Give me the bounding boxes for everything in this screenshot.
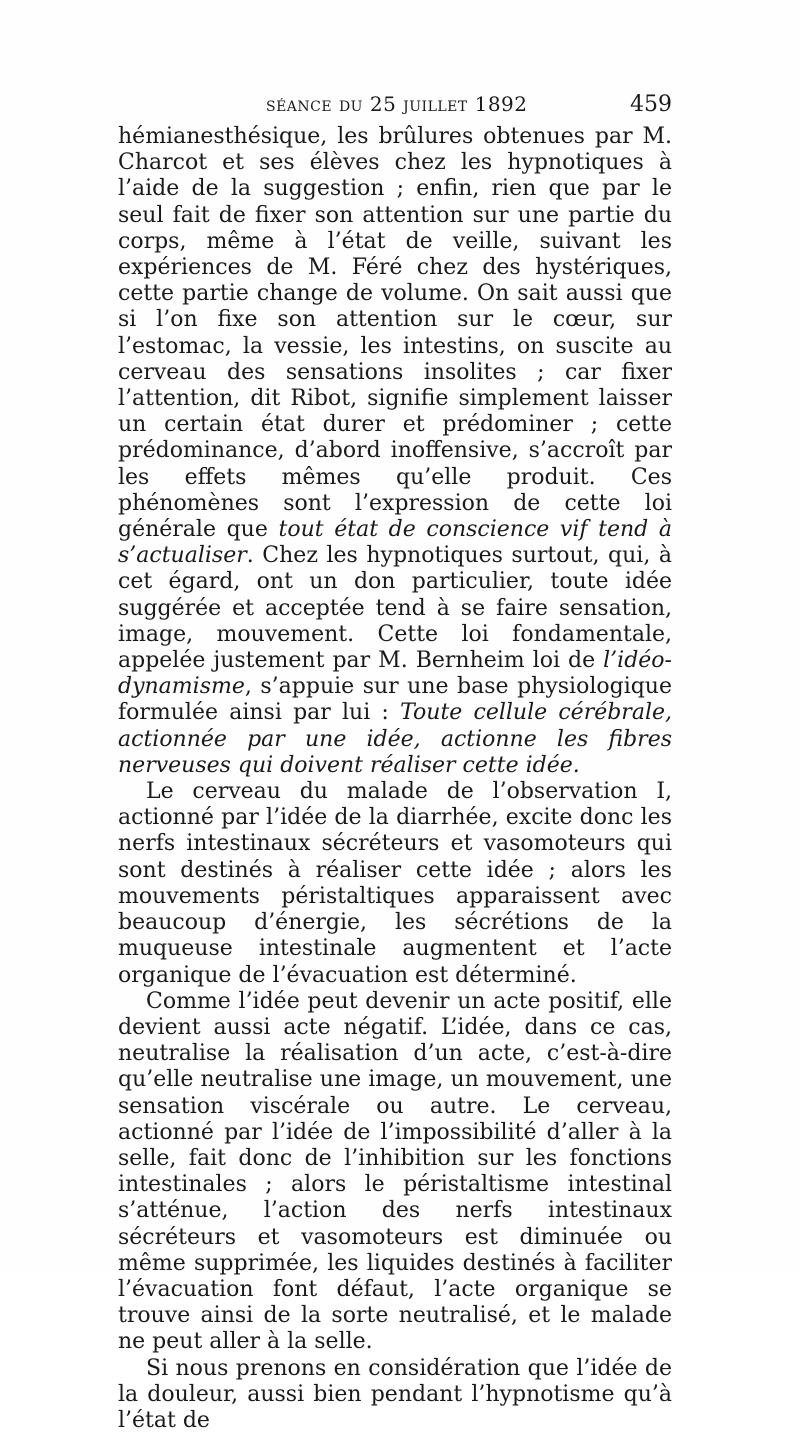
text-segment: hémianesthésique, les brûlures obtenues par M. Charcot et ses élèves chez les hypnotiques à l’aide de la suggestion ; enfin, rien que par le seul fait de fixer son attention sur une partie du corps, même à l’état de veille, suivant les expériences de M. Féré chez des hystériques, cette partie change de volume. On sait aussi que si l’on fixe son attention sur le cœur, sur l’estomac, la vessie, les intestins, on suscite au cerveau des sensations insolites ; car fixer l’attention, dit Ribot, signifie simplement laisser un certain état durer et prédominer ; cette prédominance, d’abord inoffensive, s’accroît par les effets mêmes qu’elle produit. Ces phénomènes sont l’expression de cette loi générale que [118,124,672,543]
running-title: séance du 25 juillet 1892 [266,92,528,116]
text-segment: Si nous prenons en considération que l’idée de la douleur, aussi bien pendant l’hypnotisme qu’à l’état de [118,1355,672,1433]
paragraph-2 [118,779,672,989]
paragraph-1 [118,124,672,779]
italic-segment: l’idéo-dynamisme [118,648,672,700]
text-segment: Le cerveau du malade de l’observation I, actionné par l’idée de la diarrhée, excite donc les nerfs intestinaux sécréteurs et vasomoteurs qui sont destinés à réaliser cette idée ; alors les mouvements péristaltiques apparaissent avec beaucoup d’énergie, les sécrétions de la muqueuse intestinale augmentent et l’acte organique de l’évacuation est déterminé. [118,779,672,988]
text-segment: Comme l’idée peut devenir un acte positif, elle devient aussi acte négatif. L’idée, dans ce cas, neutralise la réalisation d’un acte, c’est-à-dire qu’elle neutralise une image, un mouvement, une sensation viscérale ou autre. Le cerveau, actionné par l’idée de l’impossibilité d’aller à la selle, fait donc de l’inhibition sur les fonctions intestinales ; alors le péristaltisme intestinal s’atténue, l’action des nerfs intestinaux sécréteurs et vasomoteurs est diminuée ou même supprimée, les liquides destinés à faciliter l’évacuation font défaut, l’acte organique se trouve ainsi de la sorte neutralisé, et le malade ne peut aller à la selle. [118,988,672,1355]
text-segment: . Chez les hypnotiques surtout, qui, à cet égard, ont un don particulier, toute idée suggérée et acceptée tend à se faire sensation, image, mouvement. Cette loi fondamentale, appelée justement par M. Bernheim loi de [118,543,672,674]
italic-segment: Toute cellule cérébrale, actionnée par une idée, actionne les fibres nerveuses qui doivent réaliser cette idée. [118,700,672,778]
paragraph-3 [118,989,672,1356]
body-text [118,124,672,1434]
italic-segment: tout état de conscience vif tend à s’actualiser [118,517,672,569]
paragraph-4 [118,1356,672,1434]
page-number: 459 [630,92,672,117]
page-header [118,92,672,122]
text-segment: , s’appuie sur une base physiologique formulée ainsi par lui : [118,674,672,726]
